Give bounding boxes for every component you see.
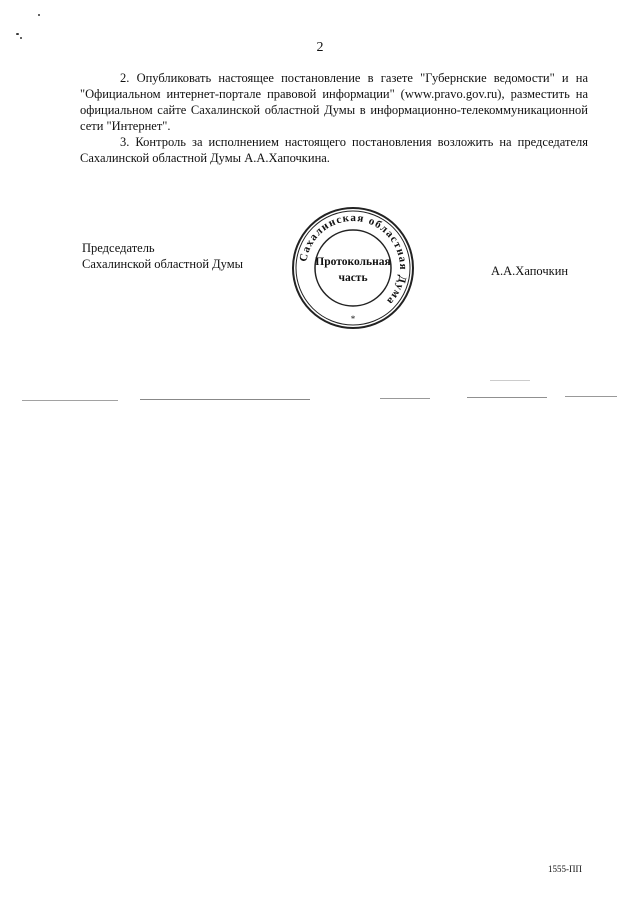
seal-center-line2: часть <box>338 272 368 284</box>
page-number: 2 <box>316 40 324 55</box>
document-code: 1555-ПП <box>548 864 582 874</box>
scan-line <box>467 397 547 398</box>
paragraph-control: 3. Контроль за исполнением настоящего постановления возложить на председателя Сахалинской областной Думы А.А.Хапочкина. <box>80 135 588 165</box>
scan-line <box>380 398 430 399</box>
seal-inner-ring <box>315 230 391 306</box>
paragraph-publication: 2. Опубликовать настоящее постановление в газете "Губернские ведомости" и на "Официальном интернет-портале правовой информации" (www.pravo.gov.ru), разместить на официальном сайте Сахалинской областной Думы в информационно-телекоммуникационной сети "Интернет". <box>80 71 588 133</box>
seal-outer-ring-inner <box>296 211 410 325</box>
scan-speck <box>16 33 19 35</box>
scan-speck <box>38 14 40 16</box>
seal-ring-text: Сахалинская областная Дума <box>297 211 410 308</box>
official-seal <box>290 205 416 331</box>
scan-line <box>22 400 118 401</box>
scan-line <box>140 399 310 400</box>
signatory-position: Председатель <box>82 241 155 255</box>
scan-line <box>565 396 617 397</box>
seal-center-line1: Протокольная <box>315 256 391 268</box>
signatory-organization: Сахалинской областной Думы <box>82 257 244 271</box>
signatory-title <box>82 240 243 272</box>
scan-line <box>490 380 530 381</box>
document-body <box>80 70 588 166</box>
seal-star-icon: * <box>350 314 356 324</box>
seal-outer-ring <box>293 208 413 328</box>
scan-speck <box>20 37 22 39</box>
signatory-name: А.А.Хапочкин <box>491 264 569 278</box>
